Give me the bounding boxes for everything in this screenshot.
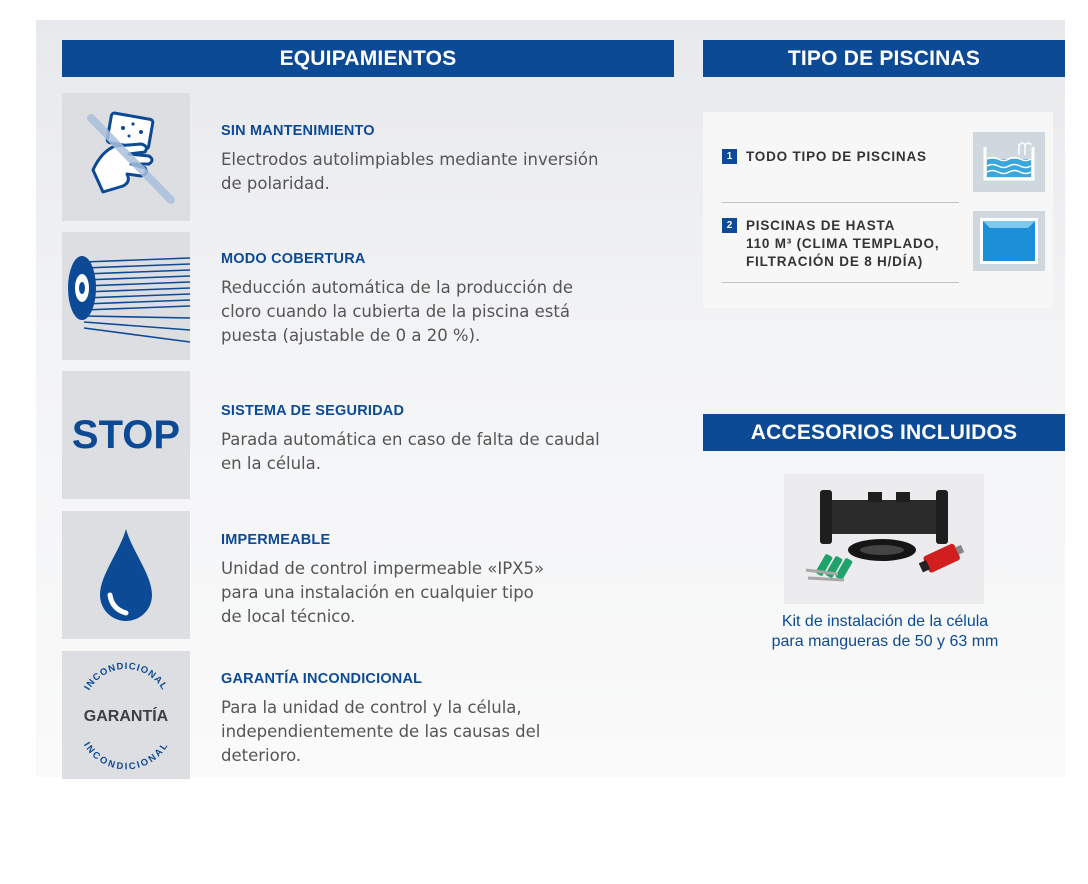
pool-basin-icon [973,132,1045,192]
feature-text-sistema-seguridad [221,428,641,476]
text-line: Reducción automática de la producción de [221,278,574,297]
label-line: PISCINAS DE HASTA [746,218,896,233]
kit-caption [735,612,1035,652]
feature-title-sin-mantenimiento: SIN MANTENIMIENTO [221,123,375,139]
stop-icon-text: STOP [71,412,181,457]
pool-type-label [746,148,971,166]
pool-divider [722,202,959,203]
label-line: TODO TIPO DE PISCINAS [746,149,927,164]
text-line: puesta (ajustable de 0 a 20 %). [221,326,481,345]
pool-type-item-2 [722,217,971,271]
text-line: cloro cuando la cubierta de la piscina está [221,302,570,321]
pool-type-number: 2 [722,218,737,233]
feature-title-modo-cobertura: MODO COBERTURA [221,251,366,267]
equipamientos-header [62,40,674,77]
text-line: Unidad de control impermeable «IPX5» [221,559,545,578]
seal-main-text: GARANTÍA [83,708,169,725]
caption-line: para mangueras de 50 y 63 mm [771,633,999,650]
pool-cover-roll-icon [62,232,190,360]
installation-kit-image [784,474,984,604]
hand-no-cleaning-icon [62,93,190,221]
text-line: Para la unidad de control y la célula, [221,698,522,717]
seal-ring-top: INCONDICIONAL [82,660,170,693]
text-line: en la célula. [221,454,321,473]
tipo-piscinas-header [703,40,1065,77]
stop-icon [62,371,190,499]
feature-text-impermeable [221,557,641,629]
seal-ring-bottom: INCONDICIONAL [81,740,171,773]
feature-title-garantia: GARANTÍA INCONDICIONAL [221,671,423,687]
water-drop-icon [62,511,190,639]
pool-type-number: 1 [722,149,737,164]
feature-text-modo-cobertura [221,276,641,348]
feature-title-impermeable: IMPERMEABLE [221,532,331,548]
equipamientos-title: EQUIPAMIENTOS [279,46,457,70]
accesorios-title: ACCESORIOS INCLUIDOS [750,420,1018,444]
text-line: Parada automática en caso de falta de caudal [221,430,600,449]
label-line: 110 M³ (CLIMA TEMPLADO, [746,236,940,251]
tipo-piscinas-title: TIPO DE PISCINAS [787,46,981,70]
text-line: deterioro. [221,746,302,765]
caption-line: Kit de instalación de la célula [781,613,989,630]
guarantee-seal-icon [62,651,190,779]
feature-text-garantia [221,696,641,768]
text-line: de polaridad. [221,174,330,193]
pool-divider [722,282,959,283]
svg-text:INCONDICIONAL [82,661,169,692]
text-line: de local técnico. [221,607,356,626]
pool-type-label [746,217,971,271]
text-line: independientemente de las causas del [221,722,541,741]
accesorios-header [703,414,1065,451]
text-line: para una instalación en cualquier tipo [221,583,534,602]
label-line: FILTRACIÓN DE 8 H/DÍA) [746,254,924,269]
text-line: Electrodos autolimpiables mediante inversión [221,150,599,169]
pool-water-icon [973,211,1045,271]
feature-title-sistema-seguridad: SISTEMA DE SEGURIDAD [221,403,405,419]
feature-text-sin-mantenimiento [221,148,641,196]
svg-text:INCONDICIONAL [81,740,171,772]
pool-type-item-1 [722,148,971,166]
